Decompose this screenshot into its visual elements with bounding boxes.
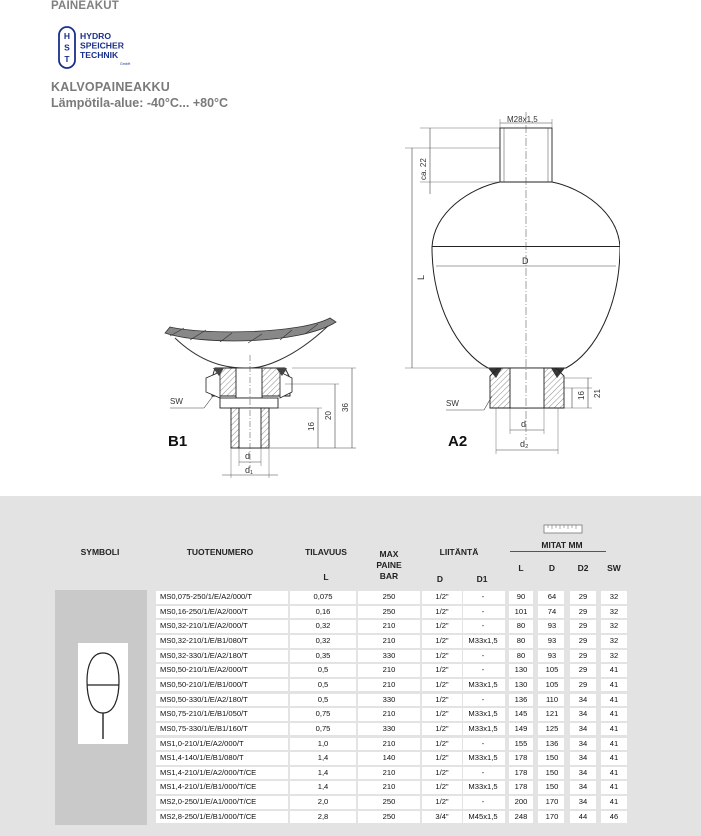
- cell-vol: 2,8: [317, 811, 329, 821]
- cell-dd: 125: [545, 723, 559, 733]
- table-row: [0, 649, 701, 664]
- cell-sw: 41: [609, 679, 619, 689]
- cell-l: 80: [516, 621, 526, 631]
- cell-code: MS0,32-330/1/E/A2/180/T: [160, 650, 248, 660]
- header-tilavuus-unit: L: [323, 572, 329, 582]
- cell-d: 1/2": [435, 621, 449, 631]
- cell-bar: 210: [382, 782, 396, 792]
- cell-code: MS0,32-210/1/E/B1/080/T: [160, 635, 248, 645]
- cell-bar: 210: [382, 635, 396, 645]
- cell-code: MS0,16-250/1/E/A2/000/T: [160, 606, 248, 616]
- cell-dd: 110: [545, 694, 559, 704]
- cell-code: MS0,75-210/1/E/B1/050/T: [160, 709, 248, 719]
- cell-bar: 210: [382, 621, 396, 631]
- a2-d2-label: d₂: [520, 439, 529, 449]
- logo-badge-h: H: [63, 31, 71, 41]
- cell-sw: 32: [609, 592, 619, 601]
- logo-badge-s: S: [64, 42, 70, 53]
- cell-bar: 250: [382, 811, 396, 821]
- a2-title: A2: [448, 433, 468, 450]
- a2-ca22-label: ca. 22: [419, 158, 428, 180]
- a2-sw-label: SW: [446, 399, 459, 408]
- cell-bar: 250: [382, 592, 396, 601]
- cell-dd: 121: [545, 709, 559, 719]
- cell-d1: -: [481, 694, 485, 704]
- a2-dim-21: 21: [593, 389, 602, 398]
- cell-code: MS2,8-250/1/E/B1/000/T/CE: [160, 811, 257, 821]
- header-symboli: SYMBOLI: [80, 547, 120, 557]
- cell-d2: 34: [578, 709, 588, 719]
- table-row: [0, 766, 701, 781]
- cell-bar: 330: [382, 723, 396, 733]
- cell-sw: 41: [609, 797, 619, 807]
- table-row: [0, 619, 701, 634]
- cell-bar: 210: [382, 665, 396, 675]
- cell-d1: -: [481, 797, 485, 807]
- header-paine: PAINE: [376, 560, 402, 570]
- cell-vol: 0,5: [317, 665, 329, 675]
- cell-code: MS0,50-330/1/E/A2/180/T: [160, 694, 248, 704]
- cell-d1: M33x1,5: [468, 679, 498, 689]
- cell-d2: 29: [578, 665, 588, 675]
- cell-vol: 1,4: [317, 753, 329, 763]
- cell-vol: 1,4: [317, 782, 329, 792]
- table-row: [0, 810, 701, 825]
- table-row: [0, 590, 701, 605]
- cell-vol: 1,0: [317, 738, 329, 748]
- cell-sw: 41: [609, 694, 619, 704]
- cell-vol: 0,32: [315, 635, 331, 645]
- cell-l: 101: [514, 606, 528, 616]
- cell-vol: 1,4: [317, 767, 329, 777]
- technical-drawing: [150, 108, 620, 478]
- cell-d1: M45x1,5: [468, 811, 498, 821]
- cell-bar: 250: [382, 606, 396, 616]
- table-row: [0, 795, 701, 810]
- cell-sw: 41: [609, 709, 619, 719]
- cell-bar: 210: [382, 738, 396, 748]
- header-tilavuus: TILAVUUS: [305, 547, 347, 557]
- cell-code: MS1,4-210/1/E/B1/000/T/CE: [160, 782, 257, 792]
- cell-dd: 93: [547, 635, 557, 645]
- b1-dim-16: 16: [307, 422, 316, 431]
- cell-sw: 41: [609, 753, 619, 763]
- cell-d2: 34: [578, 753, 588, 763]
- header-dd: D: [548, 563, 556, 573]
- cell-vol: 0,075: [313, 592, 333, 601]
- cell-d: 1/2": [435, 635, 449, 645]
- cell-d1: -: [481, 665, 485, 675]
- cell-sw: 32: [609, 635, 619, 645]
- cell-d2: 34: [578, 738, 588, 748]
- cell-dd: 150: [545, 782, 559, 792]
- cell-vol: 2,0: [317, 797, 329, 807]
- cell-bar: 210: [382, 709, 396, 719]
- b1-sw-label: SW: [170, 397, 183, 406]
- header-d1: D1: [476, 574, 488, 584]
- cell-dd: 74: [547, 606, 557, 616]
- cell-vol: 0,5: [317, 694, 329, 704]
- cell-sw: 41: [609, 782, 619, 792]
- a2-L-label: L: [416, 274, 426, 280]
- cell-d2: 29: [578, 606, 588, 616]
- cell-l: 178: [514, 767, 528, 777]
- table-row: [0, 693, 701, 708]
- cell-code: MS0,075-250/1/E/A2/000/T: [160, 592, 253, 601]
- cell-d2: 29: [578, 592, 588, 601]
- cell-d2: 29: [578, 621, 588, 631]
- cell-sw: 41: [609, 723, 619, 733]
- table-row: [0, 780, 701, 795]
- header-max: MAX: [379, 549, 399, 559]
- cell-sw: 46: [609, 811, 619, 821]
- cell-d: 1/2": [435, 650, 449, 660]
- header-l: L: [518, 563, 524, 573]
- cell-d: 1/2": [435, 738, 449, 748]
- cell-l: 130: [514, 679, 528, 689]
- header-tuotenumero: TUOTENUMERO: [186, 547, 254, 557]
- cell-dd: 93: [547, 650, 557, 660]
- cell-vol: 0,16: [315, 606, 331, 616]
- cell-d1: -: [481, 592, 485, 601]
- cell-vol: 0,32: [315, 621, 331, 631]
- cell-l: 90: [516, 592, 526, 601]
- cell-dd: 170: [545, 797, 559, 807]
- cell-d: 1/2": [435, 606, 449, 616]
- mitat-divider: [510, 551, 606, 552]
- table-row: [0, 722, 701, 737]
- cell-d1: M33x1,5: [468, 782, 498, 792]
- cell-d: 1/2": [435, 723, 449, 733]
- logo-line-1: HYDRO: [80, 31, 112, 41]
- cell-d1: -: [481, 767, 485, 777]
- header-mitat: MITAT MM: [541, 540, 583, 550]
- cell-d2: 34: [578, 797, 588, 807]
- logo-small: GmbH: [120, 62, 131, 66]
- cell-l: 80: [516, 635, 526, 645]
- cell-l: 130: [514, 665, 528, 675]
- cell-l: 155: [514, 738, 528, 748]
- header-liitanta: LIITÄNTÄ: [439, 547, 479, 557]
- cell-d2: 44: [578, 811, 588, 821]
- cell-d2: 34: [578, 782, 588, 792]
- cell-sw: 32: [609, 621, 619, 631]
- cell-code: MS1,0-210/1/E/A2/000/T: [160, 738, 244, 748]
- product-subtitle: Lämpötila-alue: -40°C... +80°C: [51, 96, 229, 110]
- cell-code: MS2,0-250/1/E/A1/000/T/CE: [160, 797, 257, 807]
- cell-d1: -: [481, 606, 485, 616]
- cell-d1: M33x1,5: [468, 709, 498, 719]
- cell-code: MS0,32-210/1/E/A2/000/T: [160, 621, 248, 631]
- cell-d1: M33x1,5: [468, 723, 498, 733]
- cell-l: 136: [514, 694, 528, 704]
- table-row: [0, 605, 701, 620]
- logo-line-2: SPEICHER: [80, 40, 124, 51]
- cell-d2: 34: [578, 767, 588, 777]
- ruler-icon: [543, 524, 583, 534]
- b1-dim-36: 36: [341, 403, 350, 412]
- table-row: [0, 737, 701, 752]
- table-row: [0, 634, 701, 649]
- cell-l: 80: [516, 650, 526, 660]
- b1-title: B1: [168, 433, 188, 450]
- cell-dd: 105: [545, 679, 559, 689]
- cell-dd: 105: [545, 665, 559, 675]
- cell-d1: M33x1,5: [468, 753, 498, 763]
- header-d2: D2: [577, 563, 589, 573]
- cell-bar: 330: [382, 650, 396, 660]
- cell-sw: 41: [609, 767, 619, 777]
- b1-dim-20: 20: [324, 411, 333, 420]
- cell-d: 1/2": [435, 767, 449, 777]
- cell-d2: 29: [578, 635, 588, 645]
- a2-thread-label: M28x1,5: [507, 115, 538, 124]
- cell-l: 178: [514, 753, 528, 763]
- cell-d1: -: [481, 621, 485, 631]
- cell-bar: 210: [382, 767, 396, 777]
- cell-bar: 250: [382, 797, 396, 807]
- cell-bar: 330: [382, 694, 396, 704]
- cell-code: MS1,4-140/1/E/B1/080/T: [160, 753, 244, 763]
- table-row: [0, 678, 701, 693]
- a2-view: [405, 112, 620, 454]
- cell-d2: 29: [578, 679, 588, 689]
- cell-dd: 64: [547, 592, 557, 601]
- cell-l: 248: [514, 811, 528, 821]
- b1-d-label: d: [245, 451, 251, 461]
- cell-d: 1/2": [435, 753, 449, 763]
- header-d: D: [436, 574, 444, 584]
- cell-dd: 150: [545, 753, 559, 763]
- a2-d-label: d: [521, 419, 527, 429]
- cell-d1: -: [481, 650, 485, 660]
- cell-vol: 0,75: [315, 723, 331, 733]
- section-title: PAINEAKUT: [51, 0, 120, 12]
- cell-code: MS0,75-330/1/E/B1/160/T: [160, 723, 248, 733]
- product-title: KALVOPAINEAKKU: [51, 80, 171, 94]
- cell-sw: 41: [609, 665, 619, 675]
- cell-dd: 136: [545, 738, 559, 748]
- cell-code: MS1,4-210/1/E/A2/000/T/CE: [160, 767, 257, 777]
- cell-d: 1/2": [435, 694, 449, 704]
- cell-vol: 0,5: [317, 679, 329, 689]
- a2-D-label: D: [522, 256, 529, 266]
- cell-code: MS0,50-210/1/E/B1/000/T: [160, 679, 248, 689]
- cell-dd: 93: [547, 621, 557, 631]
- header-bar: BAR: [379, 571, 399, 581]
- cell-l: 145: [514, 709, 528, 719]
- cell-d2: 34: [578, 694, 588, 704]
- cell-l: 200: [514, 797, 528, 807]
- cell-d: 3/4": [435, 811, 449, 821]
- b1-d1-label: d₁: [245, 465, 254, 475]
- cell-d: 1/2": [435, 679, 449, 689]
- cell-bar: 140: [382, 753, 396, 763]
- cell-d1: -: [481, 738, 485, 748]
- logo-badge-t: T: [64, 54, 70, 64]
- cell-d: 1/2": [435, 592, 449, 601]
- cell-l: 149: [514, 723, 528, 733]
- cell-code: MS0,50-210/1/E/A2/000/T: [160, 665, 248, 675]
- cell-d2: 29: [578, 650, 588, 660]
- cell-sw: 32: [609, 606, 619, 616]
- b1-view: [165, 318, 356, 478]
- header-sw: SW: [607, 563, 621, 573]
- cell-d: 1/2": [435, 665, 449, 675]
- cell-vol: 0,75: [315, 709, 331, 719]
- table-row: [0, 707, 701, 722]
- cell-vol: 0,35: [315, 650, 331, 660]
- cell-d: 1/2": [435, 709, 449, 719]
- cell-d: 1/2": [435, 782, 449, 792]
- hst-logo: [58, 26, 138, 70]
- cell-d: 1/2": [435, 797, 449, 807]
- a2-dim-16: 16: [577, 391, 586, 400]
- logo-line-3: TECHNIK: [80, 50, 119, 60]
- cell-l: 178: [514, 782, 528, 792]
- cell-d1: M33x1,5: [468, 635, 498, 645]
- cell-dd: 150: [545, 767, 559, 777]
- cell-d2: 34: [578, 723, 588, 733]
- cell-dd: 170: [545, 811, 559, 821]
- cell-bar: 210: [382, 679, 396, 689]
- table-row: [0, 751, 701, 766]
- table-row: [0, 663, 701, 678]
- cell-sw: 32: [609, 650, 619, 660]
- cell-sw: 41: [609, 738, 619, 748]
